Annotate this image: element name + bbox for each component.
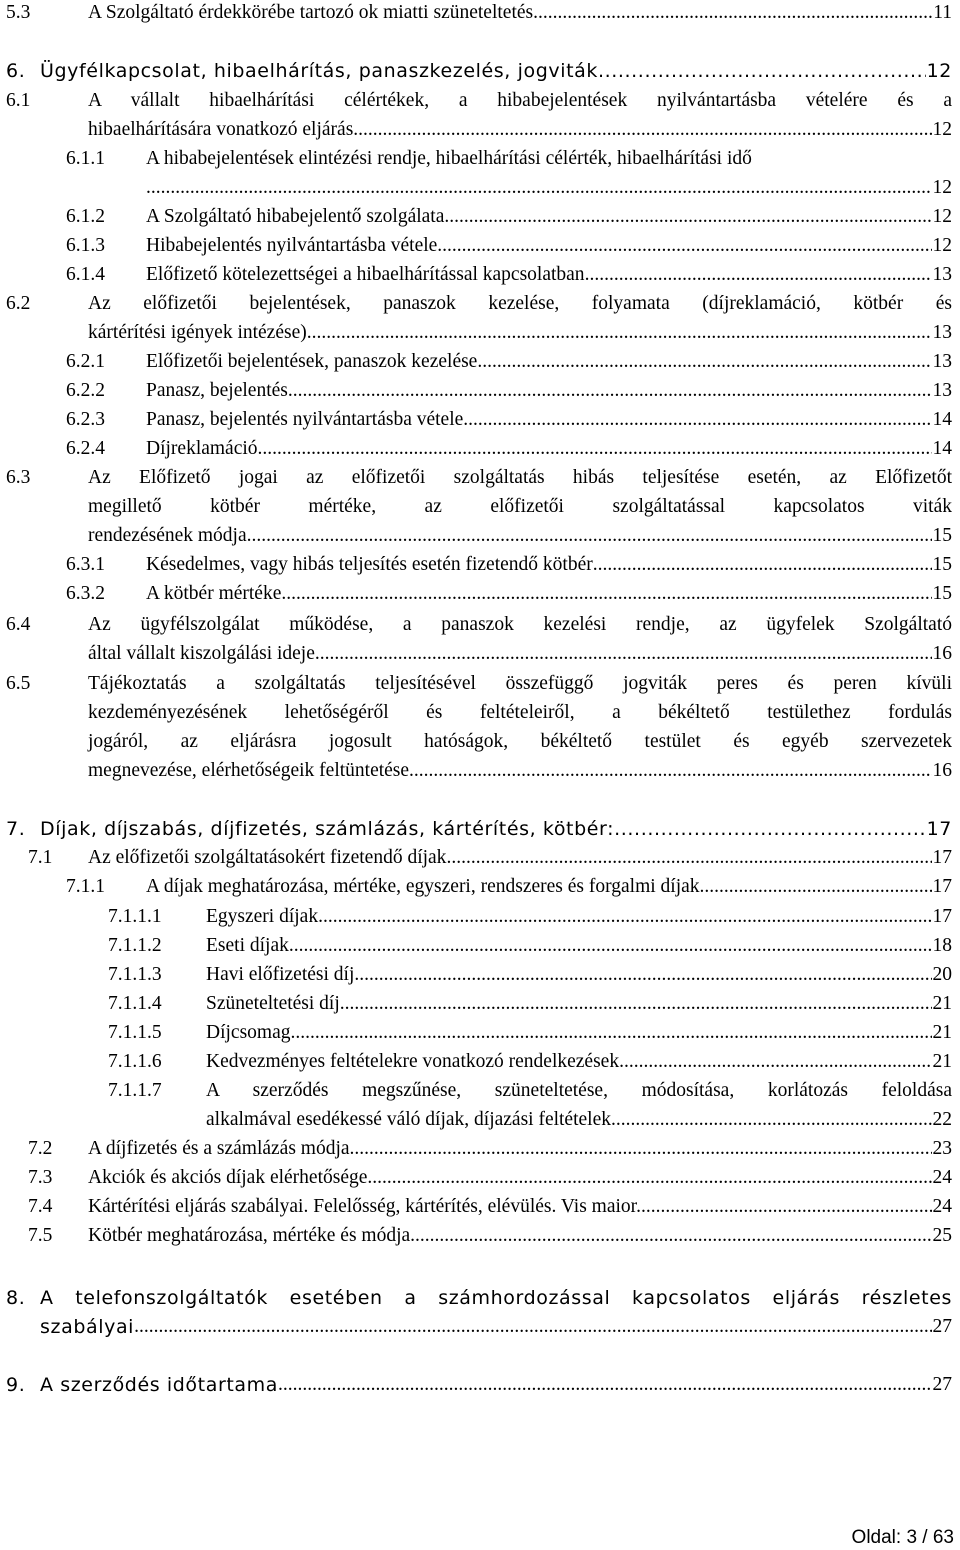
toc-entry-6-3-1[interactable]: Késedelmes, vagy hibás teljesítés esetén fizetendő kötbér ..... 15 (146, 554, 952, 576)
toc-page-number: 15 (932, 583, 952, 604)
toc-page-number: 12 (932, 206, 952, 227)
toc-entry-7-5[interactable]: Kötbér meghatározása, mértéke és módja ..... 25 (88, 1225, 952, 1247)
toc-entry-5-3[interactable]: A Szolgáltató érdekkörébe tartozó ok miatti szüneteltetés ..... 11 (88, 2, 952, 24)
toc-number: 6.2.2 (66, 380, 105, 401)
toc-page-number: 17 (932, 876, 952, 897)
toc-page-number: 14 (932, 438, 952, 459)
toc-entry-6-3[interactable]: rendezésének módja ..... 15 (88, 525, 952, 547)
toc-page-number: 12 (926, 60, 952, 82)
toc-page-number: 14 (932, 409, 952, 430)
toc-number: 7.1.1.3 (108, 964, 162, 985)
toc-number: 6.3 (6, 467, 31, 488)
toc-number: 6.2.1 (66, 351, 105, 372)
toc-page-number: 16 (932, 643, 952, 664)
toc-page-number: 24 (932, 1196, 952, 1217)
toc-entry-6-3-line2[interactable]: megillető kötbér mértéke, az előfizetői szolgáltatással kapcsolatos viták (88, 496, 952, 517)
toc-page-number: 13 (932, 351, 952, 372)
toc-entry-6[interactable]: Ügyfélkapcsolat, hibaelhárítás, panaszkezelés, jogviták ..... 12 (40, 60, 952, 82)
toc-number: 7. (6, 818, 26, 840)
toc-number: 7.1.1.4 (108, 993, 162, 1014)
toc-page-number: 11 (933, 2, 952, 23)
toc-entry-7-1-1-2[interactable]: Eseti díjak ..... 18 (206, 935, 952, 957)
toc-entry-6-1-line1[interactable]: A vállalt hibaelhárítási célértékek, a hibabejelentések nyilvántartásba vételére és a (88, 90, 952, 111)
toc-number: 7.5 (28, 1225, 53, 1246)
toc-entry-7-1-1[interactable]: A díjak meghatározása, mértéke, egyszeri, rendszeres és forgalmi díjak ..... 17 (146, 876, 952, 898)
toc-number: 6.1.4 (66, 264, 105, 285)
toc-entry-8[interactable]: szabályai ..... 27 (40, 1316, 952, 1338)
toc-page-number: 21 (932, 993, 952, 1014)
toc-number: 6.4 (6, 614, 31, 635)
toc-number: 6.2 (6, 293, 31, 314)
toc-number: 6.1.3 (66, 235, 105, 256)
toc-page-number: 23 (932, 1138, 952, 1159)
toc-number: 6.5 (6, 673, 31, 694)
toc-page-number: 17 (926, 818, 952, 840)
toc-entry-7-1-1-7-line1[interactable]: A szerződés megszűnése, szüneteltetése, módosítása, korlátozás feloldása (206, 1080, 952, 1101)
toc-page-number: 27 (932, 1374, 952, 1395)
toc-number: 6.2.4 (66, 438, 105, 459)
toc-page-number: 16 (932, 760, 952, 781)
toc-entry-6-4[interactable]: által vállalt kiszolgálási ideje ..... 16 (88, 643, 952, 665)
toc-entry-6-1-1[interactable] (146, 177, 952, 199)
toc-page-number: 24 (932, 1167, 952, 1188)
toc-number: 7.1.1.6 (108, 1051, 162, 1072)
toc-entry-7-2[interactable]: A díjfizetés és a számlázás módja. ..... 23 (88, 1138, 952, 1160)
toc-number: 5.3 (6, 2, 31, 23)
toc-entry-6-5-line1[interactable]: Tájékoztatás a szolgáltatás teljesítésével összefüggő jogviták peres és peren kívüli (88, 673, 952, 694)
toc-page-number: 20 (932, 964, 952, 985)
toc-entry-6-5-line3[interactable]: jogáról, az eljárásra jogosult hatóságok, békéltető testület és egyéb szervezetek (88, 731, 952, 752)
toc-entry-8-line1[interactable]: A telefonszolgáltatók esetében a számhordozással kapcsolatos eljárás részletes (40, 1287, 952, 1309)
toc-number: 7.1.1.1 (108, 906, 162, 927)
toc-number: 7.1.1 (66, 876, 105, 897)
toc-entry-7-1-1-5[interactable]: Díjcsomag ..... 21 (206, 1022, 952, 1044)
toc-entry-6-1-3[interactable]: Hibabejelentés nyilvántartásba vétele ..... 12 (146, 235, 952, 257)
toc-entry-6-4-line1[interactable]: Az ügyfélszolgálat működése, a panaszok kezelési rendje, az ügyfelek Szolgáltató (88, 614, 952, 635)
toc-page-number: 17 (932, 906, 952, 927)
toc-page-number: 13 (932, 264, 952, 285)
toc-number: 7.2 (28, 1138, 53, 1159)
toc-number: 7.1 (28, 847, 53, 868)
toc-entry-6-1-1-line1[interactable]: A hibabejelentések elintézési rendje, hibaelhárítási célérték, hibaelhárítási idő (146, 148, 752, 169)
toc-page-number: 13 (932, 380, 952, 401)
toc-page-number: 21 (932, 1022, 952, 1043)
toc-entry-7-1-1-3[interactable]: Havi előfizetési díj ..... 20 (206, 964, 952, 986)
toc-entry-7-1-1-7[interactable]: alkalmával esedékessé váló díjak, díjazási feltételek ..... 22 (206, 1109, 952, 1131)
toc-entry-6-2-2[interactable]: Panasz, bejelentés ..... 13 (146, 380, 952, 402)
toc-page-number: 22 (932, 1109, 952, 1130)
toc-number: 6.1.1 (66, 148, 105, 169)
toc-page-number: 15 (932, 525, 952, 546)
toc-page-number: 27 (932, 1316, 952, 1337)
toc-number: 8. (6, 1287, 26, 1309)
toc-number: 6.3.1 (66, 554, 105, 575)
toc-entry-6-3-2[interactable]: A kötbér mértéke ..... 15 (146, 583, 952, 605)
toc-page-number: 12 (932, 119, 952, 140)
toc-entry-9[interactable]: A szerződés időtartama ..... 27 (40, 1374, 952, 1396)
toc-entry-6-5[interactable]: megnevezése, elérhetőségeik feltüntetése ..... 16 (88, 760, 952, 782)
toc-number: 7.1.1.5 (108, 1022, 162, 1043)
toc-number: 6.2.3 (66, 409, 105, 430)
toc-entry-6-2-1[interactable]: Előfizetői bejelentések, panaszok kezelése ..... 13 (146, 351, 952, 373)
toc-entry-7-3[interactable]: Akciók és akciós díjak elérhetősége ..... 24 (88, 1167, 952, 1189)
toc-entry-6-2-3[interactable]: Panasz, bejelentés nyilvántartásba vétele ..... 14 (146, 409, 952, 431)
toc-number: 6.1.2 (66, 206, 105, 227)
toc-page-number: 12 (932, 177, 952, 198)
toc-entry-6-1-4[interactable]: Előfizető kötelezettségei a hibaelhárítással kapcsolatban ..... 13 (146, 264, 952, 286)
toc-number: 6. (6, 60, 26, 82)
toc-entry-6-2-line1[interactable]: Az előfizetői bejelentések, panaszok kezelése, folyamata (díjreklamáció, kötbér és (88, 293, 952, 314)
toc-number: 7.1.1.2 (108, 935, 162, 956)
toc-entry-7-1-1-4[interactable]: Szüneteltetési díj ..... 21 (206, 993, 952, 1015)
toc-entry-6-2-4[interactable]: Díjreklamáció ..... 14 (146, 438, 952, 460)
toc-entry-6-1[interactable]: hibaelhárítására vonatkozó eljárás ..... 12 (88, 119, 952, 141)
toc-number: 6.3.2 (66, 583, 105, 604)
toc-entry-6-3-line1[interactable]: Az Előfizető jogai az előfizetői szolgáltatás hibás teljesítése esetén, az Előfizetőt (88, 467, 952, 488)
toc-page-number: 18 (932, 935, 952, 956)
toc-entry-6-2[interactable]: kártérítési igények intézése) ..... 13 (88, 322, 952, 344)
toc-entry-7-1-1-6[interactable]: Kedvezményes feltételekre vonatkozó rendelkezések ..... 21 (206, 1051, 952, 1073)
toc-page-number: 13 (932, 322, 952, 343)
toc-page-number: 21 (932, 1051, 952, 1072)
toc-entry-7-1[interactable]: Az előfizetői szolgáltatásokért fizetendő díjak ..... 17 (88, 847, 952, 869)
toc-page-number: 17 (932, 847, 952, 868)
toc-page-number: 12 (932, 235, 952, 256)
toc-number: 7.3 (28, 1167, 53, 1188)
toc-entry-7-4[interactable]: Kártérítési eljárás szabályai. Felelősség, kártérítés, elévülés. Vis maior. ..... 24 (88, 1196, 952, 1218)
toc-entry-7[interactable]: Díjak, díjszabás, díjfizetés, számlázás, kártérítés, kötbér: ..... 17 (40, 818, 952, 840)
toc-page-number: 25 (932, 1225, 952, 1246)
toc-entry-6-1-2[interactable]: A Szolgáltató hibabejelentő szolgálata ..... 12 (146, 206, 952, 228)
toc-entry-6-5-line2[interactable]: kezdeményezésének lehetőségéről és feltételeiről, a békéltető testülethez fordulás (88, 702, 952, 723)
toc-page-number: 15 (932, 554, 952, 575)
toc-entry-7-1-1-1[interactable]: Egyszeri díjak ..... 17 (206, 906, 952, 928)
toc-number: 7.1.1.7 (108, 1080, 162, 1101)
page-footer: Oldal: 3 / 63 (851, 1527, 954, 1548)
toc-number: 7.4 (28, 1196, 53, 1217)
toc-number: 9. (6, 1374, 26, 1396)
toc-number: 6.1 (6, 90, 31, 111)
